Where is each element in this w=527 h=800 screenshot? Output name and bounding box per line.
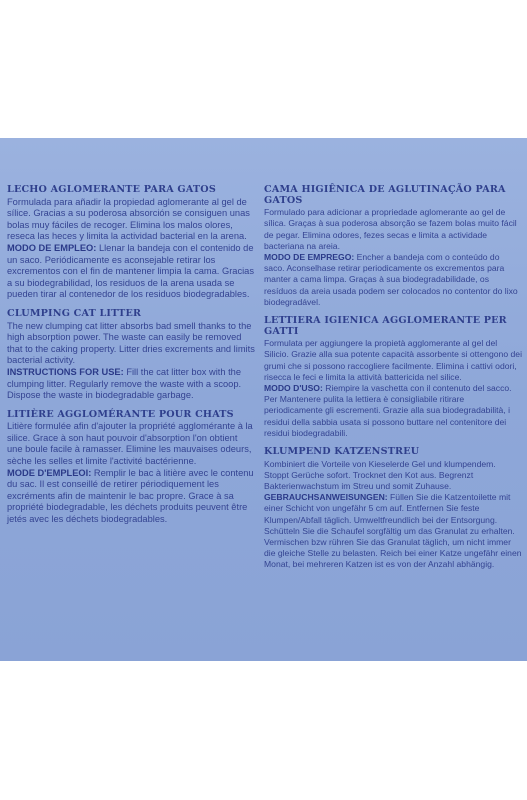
usage-label-italian: MODO D'USO: [264,383,323,394]
usage-label-spanish: MODO DE EMPLEO: [7,242,97,253]
usage-label-french: MODE D'EMPLEOI: [7,467,92,478]
usage-text-german: Füllen Sie die Katzentoilette mit einer Schicht von ungefähr 5 cm auf. Entfernen Sie feste Klumpen/Abfall täglich. Umweltfreundlich bei der Entsorgung. Schütteln Sie die Schaufel sorgfältig um das Granulat zu erhalten. Vermischen bzw rühren Sie das Granulat täglich, um nicht immer die gleiche Stelle zu belasten. Reich bei einer Katze ungefähr einen Monat, bei mehreren Katzen ist es von der Anzahl abhängig. [264,492,522,570]
description-italian: Formulata per aggiungere la propietà agglomerante al gel del Silicio. Grazie alla sua potente capacità assorbente si ottengono dei grumi che si possono raccogliere facilmente. Elimina i cattivi odori, risecca le feci e limita la attività battericida nel silice. [264,338,522,382]
usage-label-german: GEBRAUCHSANWEISUNGEN: [264,492,388,503]
usage-label-english: INSTRUCTIONS FOR USE: [7,366,124,377]
usage-text-english: Fill the cat litter box with the clumping litter. Regularly remove the waste with a scoop. Dispose the waste in biodegradable garbage. [7,366,242,401]
section-portuguese [264,185,522,308]
section-title-italian: LETTIERA IGIENICA AGGLOMERANTE PER GATTI [264,315,507,337]
section-french [7,410,255,526]
right-column [264,185,522,579]
usage-label-portuguese: MODO DE EMPREGO: [264,252,355,262]
description-french: Litière formulée afin d'ajouter la propriété agglomérante à la silice. Grace à son haut pouvoir d'absorption l'on obtient une boule facile à ramasser. Elimine les mauvaises odeurs, sèche les selles et limite l'activité bactérienne. [7,421,253,467]
section-spanish [7,185,255,301]
description-portuguese: Formulado para adicionar a propriedade aglomerante ao gel de sílica. Graças à sua poderosa absorção se fazem bolas muito fácil de pegar. Elimina odores, fezes secas e limita a actividade bacteriana na areia. [264,207,517,251]
usage-text-italian: Riempire la vaschetta con il contenuto del sacco. Per Mantenere pulita la lettiera è consigliabile ritirare periodicamente gli escrementi. Grazie alla sua biodegradabilità, i residui della sabbia usata si possono buttare nel contenitore dei residui biodegradabili. [264,383,512,438]
section-title-english: CLUMPING CAT LITTER [7,307,142,319]
left-column [7,185,255,534]
section-title-spanish: LECHO AGLOMERANTE PARA GATOS [7,184,216,195]
description-spanish: Formulada para añadir la propiedad aglomerante al gel de sílice. Gracias a su poderosa absorción se consiguen unas bolas muy fáciles de recoger. Elimina los malos olores, reseca las heces y limita la actividad bacterial en la arena. [7,196,250,242]
section-german [264,447,522,571]
description-german: Kombiniert die Vorteile von Kieselerde Gel und klumpendem. Stoppt Gerüche sofort. Trocknet den Kot aus. Begrenzt Bakterienwachstum im Streu und somit Zuhause. [264,458,496,492]
section-body-italian [264,338,522,439]
section-body-portuguese [264,207,522,308]
instructions-panel [0,138,527,661]
description-english: The new clumping cat litter absorbs bad smell thanks to the high absorption power. The waste can easily be removed that to the caking property. Litter dries excrements and limits bacterial activity. [7,320,255,366]
section-body-spanish [7,197,255,301]
usage-text-portuguese: Encher a bandeja com o conteúdo do saco. Aconselhase retirar periodicamente os excrementos para manter a cama limpa. Graças à sua biodegradabilidade, os resíduos da areia usada podem ser colocados no contentor do lixo biodegradável. [264,252,518,307]
section-title-portuguese: CAMA HIGIÊNICA DE AGLUTINAÇÃO PARA GATOS [264,184,506,206]
usage-text-spanish: Llenar la bandeja con el contenido de un saco. Periódicamente es aconsejable retirar los excrementos con el fin de mantener limpia la cama. Gracias a su biodegrabilidad, los residuos de la arena usada se pueden tirar al contenedor de los residuos biodegradables. [7,242,254,300]
usage-text-french: Remplir le bac à litière avec le contenu du sac. Il est conseillé de retirer périodiquement les excréments afin de maintenir le bac propre. Grace à sa propriété biodegradable, les déchets produits peuvent être jetés avec les déchets biodegradables. [7,467,254,525]
section-body-english [7,321,255,402]
section-body-german [264,459,522,571]
section-title-french: LITIÈRE AGGLOMÉRANTE POUR CHATS [7,408,234,420]
section-italian [264,316,522,439]
section-body-french [7,421,255,525]
section-title-german: KLUMPEND KATZENSTREU [264,446,420,458]
section-english [7,309,255,402]
